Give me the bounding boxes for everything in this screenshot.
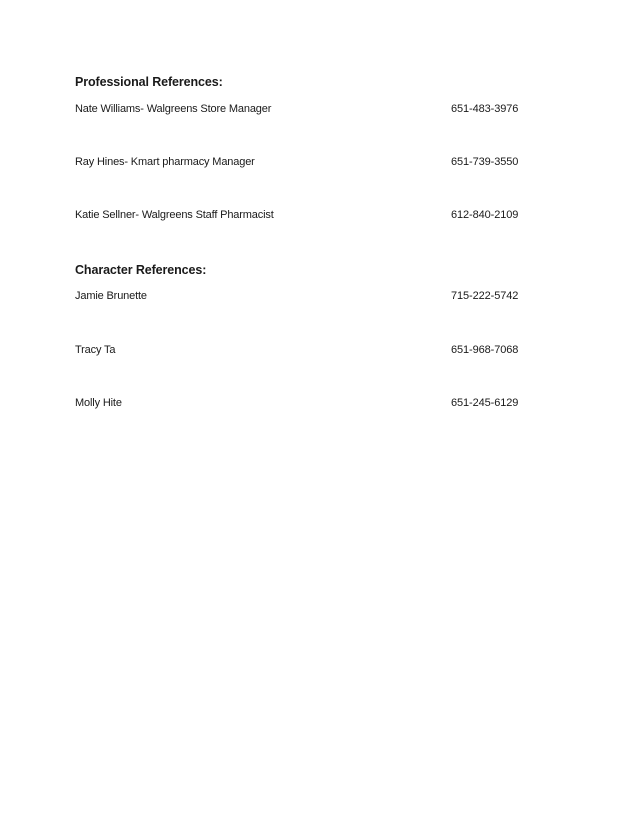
professional-reference-phone: 651-739-3550 [451, 156, 519, 168]
character-reference-name: Molly Hite [75, 397, 122, 409]
professional-reference-name: Ray Hines- Kmart pharmacy Manager [75, 156, 255, 168]
character-reference-name: Jamie Brunette [75, 290, 147, 302]
character-references-heading: Character References: [75, 263, 207, 277]
character-reference-phone: 715-222-5742 [451, 290, 519, 302]
character-reference-phone: 651-968-7068 [451, 344, 519, 356]
professional-references-heading: Professional References: [75, 75, 223, 89]
professional-reference-name: Nate Williams- Walgreens Store Manager [75, 103, 272, 115]
professional-reference-name: Katie Sellner- Walgreens Staff Pharmacist [75, 209, 274, 221]
professional-reference-phone: 651-483-3976 [451, 103, 519, 115]
professional-reference-phone: 612-840-2109 [451, 209, 519, 221]
character-reference-phone: 651-245-6129 [451, 397, 519, 409]
character-reference-name: Tracy Ta [75, 344, 116, 356]
